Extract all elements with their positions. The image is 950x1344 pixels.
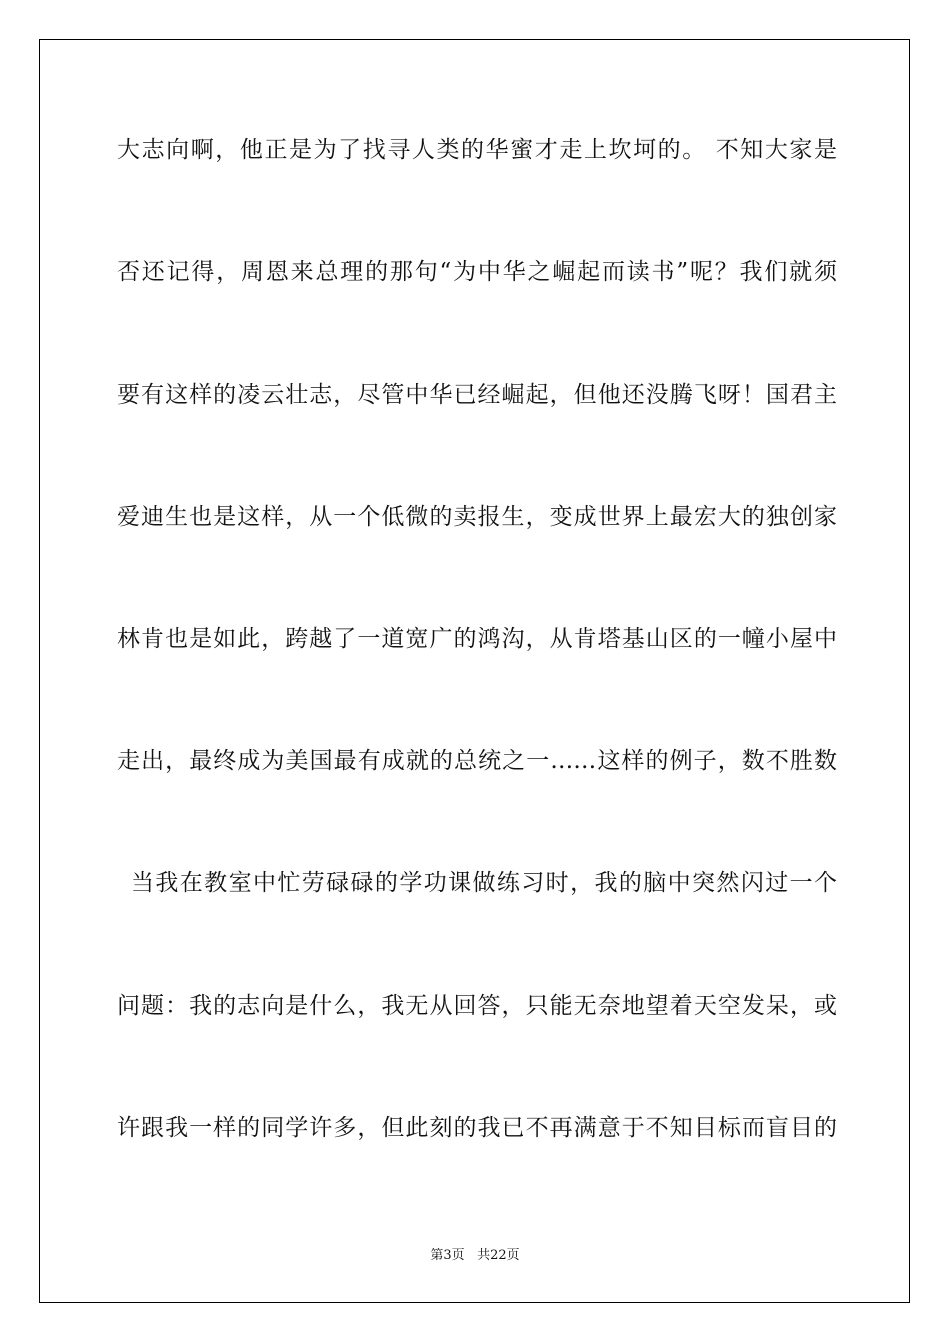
total-prefix: 共 (477, 1248, 491, 1263)
body-text-line: 许跟我一样的同学许多，但此刻的我已不再满意于不知目标而盲目的 (117, 1115, 837, 1141)
body-text-line: 问题：我的志向是什么，我无从回答，只能无奈地望着天空发呆，或 (117, 993, 837, 1019)
body-text-line: 走出，最终成为美国最有成就的总统之一……这样的例子，数不胜数 (117, 748, 837, 774)
page-prefix: 第 (430, 1248, 444, 1263)
body-text-line: 要有这样的凌云壮志，尽管中华已经崛起，但他还没腾飞呀！国君主 (117, 382, 837, 408)
page-footer (0, 1247, 950, 1265)
body-text-line: 当我在教室中忙劳碌碌的学功课做练习时，我的脑中突然闪过一个 (131, 870, 837, 896)
total-suffix: 页 (506, 1248, 520, 1263)
body-text-line: 林肯也是如此，跨越了一道宽广的鸿沟，从肯塔基山区的一幢小屋中 (117, 626, 837, 652)
body-text-line: 否还记得，周恩来总理的那句“为中华之崛起而读书”呢？我们就须 (117, 259, 837, 285)
body-text-line: 大志向啊，他正是为了找寻人类的华蜜才走上坎坷的。 不知大家是 (117, 137, 837, 163)
total-pages: 22 (490, 1248, 507, 1263)
page-number: 3 (443, 1248, 452, 1263)
page-suffix: 页 (451, 1248, 465, 1263)
body-text-line: 爱迪生也是这样，从一个低微的卖报生，变成世界上最宏大的独创家 (117, 504, 837, 530)
